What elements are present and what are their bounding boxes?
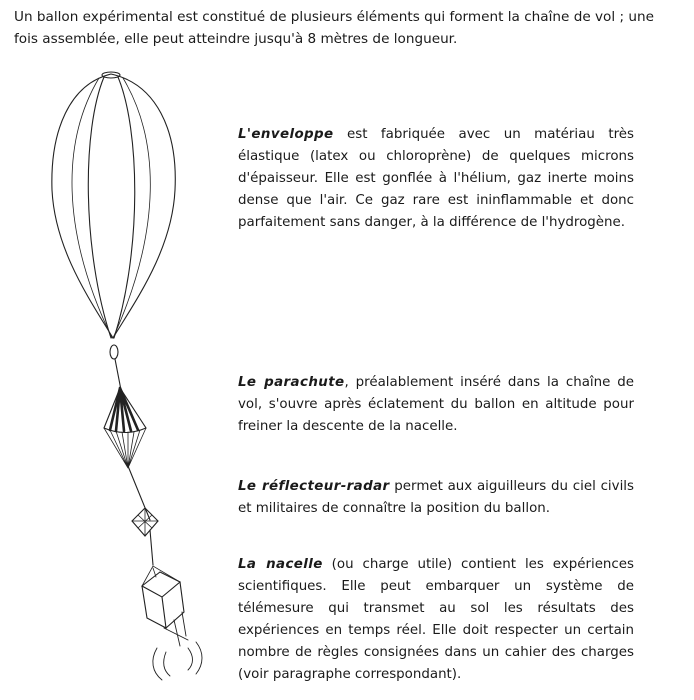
- balloon-envelope-drawing: [52, 72, 175, 359]
- radar-reflector-drawing: [132, 508, 158, 536]
- envelope-text: est fabriquée avec un matériau très élastique (latex ou chloroprène) de quelques microns d'épaisseur. Elle est gonflée à l'hélium, gaz inerte moins dense que l'air. Ce gaz rare est ininflammable et donc parfaitement sans danger, à la différence de l'hydrogène.: [238, 127, 634, 230]
- parachute-text: , préalablement inséré dans la chaîne de vol, s'ouvre après éclatement du ballon en altitude pour freiner la descente de la nacelle.: [238, 375, 634, 434]
- gondola-drawing: [142, 566, 202, 680]
- radar-reflector-term: Le réflecteur-radar: [238, 479, 390, 494]
- radar-reflector-text: permet aux aiguilleurs du ciel civils et militaires de connaître la position du ballon.: [238, 479, 634, 516]
- gondola-text: (ou charge utile) contient les expériences scientifiques. Elle peut embarquer un système de télémesure qui transmet au sol les résultats des expériences en temps réel. Elle doit respecter un certain nombre de règles consignées dans un cahier des charges (voir paragraphe correspondant).: [238, 557, 634, 682]
- parachute-term: Le parachute: [238, 375, 345, 390]
- gondola-term: La nacelle: [238, 557, 323, 572]
- gondola-description: [238, 554, 634, 686]
- envelope-description: [238, 124, 634, 234]
- envelope-term: L'enveloppe: [238, 127, 334, 142]
- intro-paragraph: Un ballon expérimental est constitué de plusieurs éléments qui forment la chaîne de vol ; une fois assemblée, elle peut atteindre jusqu'à 8 mètres de longueur.: [14, 9, 654, 47]
- parachute-description: [238, 372, 634, 438]
- radar-reflector-description: [238, 476, 634, 520]
- parachute-drawing: [104, 388, 146, 468]
